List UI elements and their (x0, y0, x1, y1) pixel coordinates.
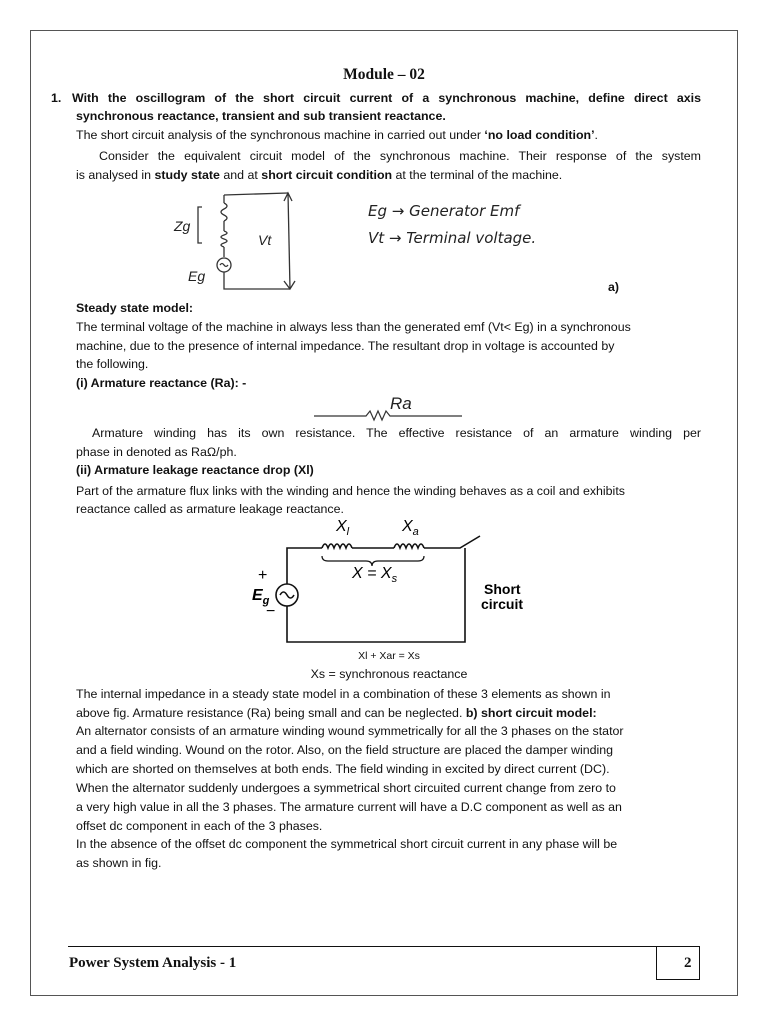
figure-caption-1: Xl + Xar = Xs (358, 650, 420, 662)
body-line-10: as shown in fig. (76, 856, 162, 870)
steady-state-heading: Steady state model: (76, 301, 194, 315)
intro-paragraph-2-line-1: Consider the equivalent circuit model of the synchronous machine. Their response of the system (99, 149, 701, 163)
question-line-1: With the oscillogram of the short circuit current of a synchronous machine, define direct axis (72, 91, 701, 105)
fig-eg-label: $E_g$ (252, 587, 270, 607)
steady-state-line-2: machine, due to the presence of internal impedance. The resultant drop in voltage is accounted by (76, 339, 615, 353)
leakage-reactance-line-2: reactance called as armature leakage reactance. (76, 502, 344, 516)
footer-page-box (656, 947, 700, 980)
fig-xl-label: $X_l$ (336, 518, 350, 538)
leakage-reactance-heading: (ii) Armature leakage reactance drop (Xl) (76, 463, 314, 477)
fig-xs-equation: $X = X_s$ (352, 565, 398, 585)
fig-plus-sign: + (258, 567, 268, 584)
intro-paragraph-1: The short circuit analysis of the synchronous machine in carried out under ‘no load condition’. (76, 128, 598, 142)
module-title: Module – 02 (343, 66, 425, 83)
page-number: 2 (684, 955, 692, 971)
body-line-9: In the absence of the offset dc component the symmetrical short circuit current in any phase will be (76, 837, 618, 851)
sketch-zg-label: Zg (174, 218, 191, 234)
leakage-reactance-line-1: Part of the armature flux links with the winding and hence the winding behaves as a coil and exhibits (76, 484, 625, 498)
fig-short-label: Short (484, 581, 521, 597)
sketch-note-generator-emf: Eg → Generator Emf (368, 202, 520, 220)
body-line-2: above fig. Armature resistance (Ra) being small and can be neglected. b) short circuit model: (76, 706, 597, 720)
body-line-6: When the alternator suddenly undergoes a symmetrical short circuited current change from zero to (76, 781, 616, 795)
short-circuit-figure (236, 514, 524, 648)
sketch-eg-label: Eg (188, 268, 206, 284)
body-line-8: offset dc component in each of the 3 phases. (76, 819, 323, 833)
armature-resistance-line-2: phase in denoted as RaΩ/ph. (76, 445, 237, 459)
body-line-7: a very high value in all the 3 phases. The armature current will have a D.C component as well as an (76, 800, 622, 814)
question-number: 1. (51, 91, 62, 105)
steady-state-line-3: the following. (76, 357, 149, 371)
fig-xa-label: $X_a$ (402, 518, 419, 538)
body-line-4: and a field winding. Wound on the rotor. Also, on the field structure are placed the damper winding (76, 743, 614, 757)
steady-state-line-1: The terminal voltage of the machine in always less than the generated emf (Vt< Eg) in a synchronous (76, 320, 631, 334)
intro-paragraph-2-line-2: is analysed in study state and at short circuit condition at the terminal of the machine. (76, 168, 563, 182)
ra-label: Ra (390, 394, 412, 413)
footer-rule (68, 946, 700, 947)
footer-title: Power System Analysis - 1 (69, 955, 237, 971)
fig-circuit-label: circuit (481, 596, 524, 612)
sketch-vt-label: Vt (258, 232, 272, 248)
fig-minus-sign: − (266, 603, 276, 620)
figure-caption-2: Xs = synchronous reactance (310, 667, 468, 681)
question-line-2: synchronous reactance, transient and sub transient reactance. (76, 109, 446, 123)
body-line-5: which are shorted on themselves at both ends. The field winding in excited by direct current (DC). (76, 762, 610, 776)
sketch-note-terminal-voltage: Vt → Terminal voltage. (368, 229, 537, 247)
sketch-label-a: a) (608, 280, 620, 294)
ra-resistor-drawing (312, 388, 464, 422)
body-line-3: An alternator consists of an armature winding wound symmetrically for all the 3 phases on the stator (76, 724, 624, 738)
short-circuit-diagram (236, 514, 524, 648)
armature-reactance-heading: (i) Armature reactance (Ra): - (76, 376, 247, 390)
body-line-1: The internal impedance in a steady state model in a combination of these 3 elements as shown in (76, 687, 611, 701)
armature-resistance-line-1: Armature winding has its own resistance. The effective resistance of an armature winding per (92, 426, 701, 440)
ra-resistor-sketch (312, 388, 464, 422)
